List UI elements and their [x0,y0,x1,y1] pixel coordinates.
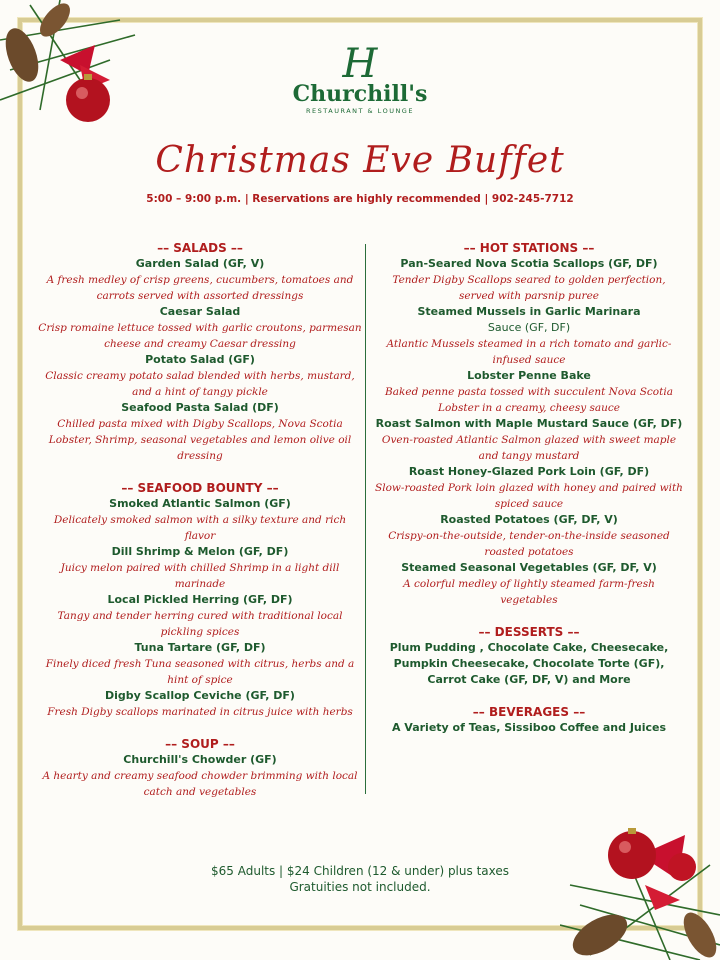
menu-item-desc: Classic creamy potato salad blended with herbs, mustard, and a hint of tangy pickle [45,370,355,398]
menu-item-desc: A colorful medley of lightly steamed farm-fresh vegetables [403,578,655,606]
right-column [374,240,684,736]
logo-monogram: H [342,41,378,87]
menu-item-desc: Crisp romaine lettuce tossed with garlic croutons, parmesan cheese and creamy Caesar dressing [38,322,362,350]
menu-item-name: Smoked Atlantic Salmon (GF) [109,497,291,510]
menu-item-desc: Tender Digby Scallops seared to golden perfection, served with parsnip puree [392,274,666,302]
menu-item-desc: Fresh Digby scallops marinated in citrus juice with herbs [47,706,353,718]
menu-item-name: Garden Salad (GF, V) [135,257,265,270]
menu-item-name-continued: Sauce (GF, DF) [487,321,571,334]
menu-item-name: Lobster Penne Bake [467,369,591,382]
menu-item-desc: Baked penne pasta tossed with succulent Nova Scotia Lobster in a creamy, cheesy sauce [385,386,673,414]
beverages-list: A Variety of Teas, Sissiboo Coffee and Juices [391,721,667,734]
menu-item-name: Tuna Tartare (GF, DF) [134,641,266,654]
logo-name: Churchill's [292,81,428,107]
menu-item-name: Roast Salmon with Maple Mustard Sauce (GF, DF) [375,417,683,430]
restaurant-logo [0,41,720,116]
section-heading-beverages: –– BEVERAGES –– [472,705,586,719]
logo-subtitle: RESTAURANT & LOUNGE [306,107,414,115]
menu-item-name: Seafood Pasta Salad (DF) [121,401,279,414]
menu-item-name: Steamed Mussels in Garlic Marinara [417,305,641,318]
menu-item-name: Caesar Salad [159,305,241,318]
menu-item-desc: A fresh medley of crisp greens, cucumbers, tomatoes and carrots served with assorted dressings [46,274,354,302]
desserts-list: Plum Pudding , Chocolate Cake, Cheesecake, Pumpkin Cheesecake, Chocolate Torte (GF), Carrot Cake (GF, DF, V) and More [389,641,669,686]
column-divider [365,244,366,794]
menu-item-desc: Chilled pasta mixed with Digby Scallops, Nova Scotia Lobster, Shrimp, seasonal vegetables and lemon olive oil dressing [48,418,352,462]
menu-item-desc: Juicy melon paired with chilled Shrimp in a light dill marinade [60,562,340,590]
section-heading-salads: –– SALADS –– [157,241,243,255]
menu-item-desc: Crispy-on-the-outside, tender-on-the-inside seasoned roasted potatoes [388,530,670,558]
menu-item-name: Dill Shrimp & Melon (GF, DF) [111,545,289,558]
menu-item-name: Churchill's Chowder (GF) [123,753,277,766]
gratuity-note: Gratuities not included. [289,880,431,894]
menu-item-desc: Oven-roasted Atlantic Salmon glazed with sweet maple and tangy mustard [381,434,677,462]
event-info: 5:00 – 9:00 p.m. | Reservations are highly recommended | 902-245-7712 [146,193,574,205]
section-heading-seafood: –– SEAFOOD BOUNTY –– [121,481,279,495]
price-line: $65 Adults | $24 Children (12 & under) plus taxes [211,864,509,878]
menu-item-name: Digby Scallop Ceviche (GF, DF) [105,689,295,702]
menu-item-name: Pan-Seared Nova Scotia Scallops (GF, DF) [400,257,658,270]
menu-item-name: Potato Salad (GF) [145,353,255,366]
section-heading-desserts: –– DESSERTS –– [478,625,580,639]
menu-item-desc: Tangy and tender herring cured with traditional local pickling spices [57,610,343,638]
menu-item-name: Local Pickled Herring (GF, DF) [107,593,293,606]
menu-item-name: Steamed Seasonal Vegetables (GF, DF, V) [401,561,657,574]
pricing-info [0,863,720,895]
section-heading-hot-stations: –– HOT STATIONS –– [463,241,595,255]
left-column [38,240,362,800]
menu-item-desc: Slow-roasted Pork loin glazed with honey and paired with spiced sauce [375,482,683,510]
menu-item-desc: Atlantic Mussels steamed in a rich tomato and garlic-infused sauce [386,338,672,366]
menu-item-desc: Delicately smoked salmon with a silky texture and rich flavor [53,514,347,542]
menu-item-name: Roasted Potatoes (GF, DF, V) [440,513,618,526]
menu-item-name: Roast Honey-Glazed Pork Loin (GF, DF) [408,465,650,478]
page-title: Christmas Eve Buffet [155,140,565,181]
section-heading-soup: –– SOUP –– [165,737,235,751]
menu-item-desc: A hearty and creamy seafood chowder brimming with local catch and vegetables [42,770,358,798]
menu-item-desc: Finely diced fresh Tuna seasoned with citrus, herbs and a hint of spice [45,658,355,686]
